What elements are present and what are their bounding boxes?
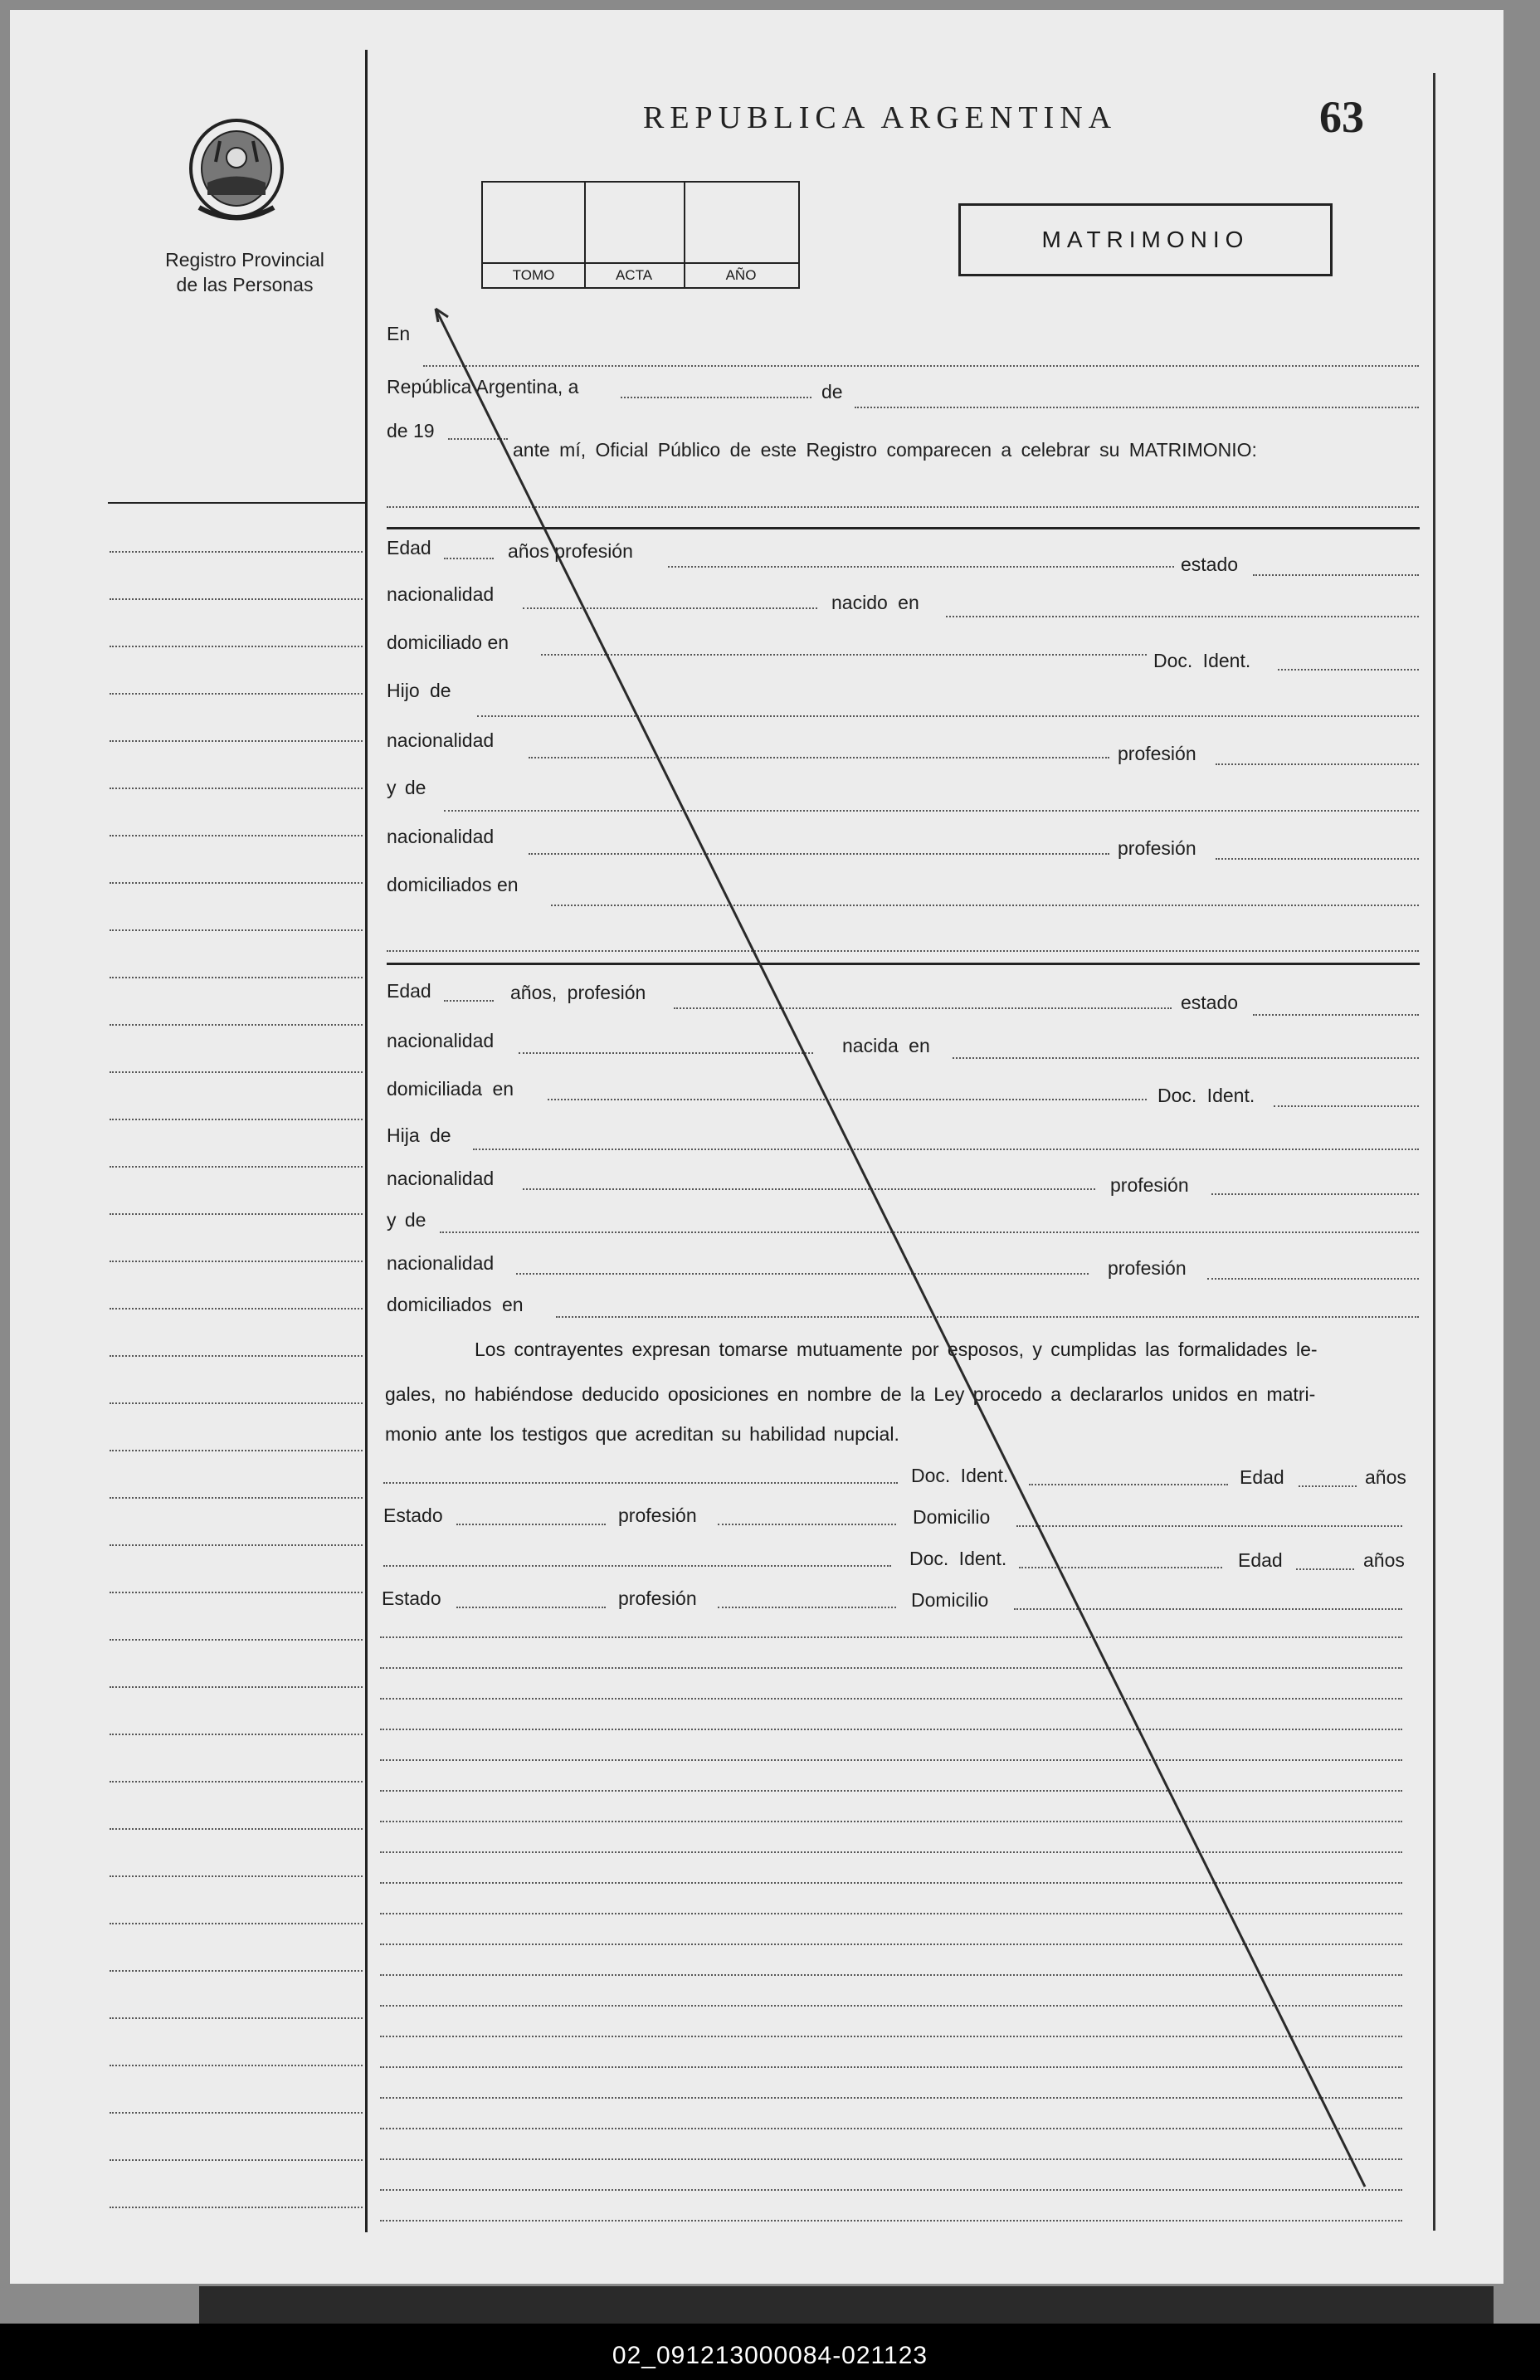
scan-id: 02_091213000084-021123 [612,2342,928,2369]
witness2-profesion-label: profesión [618,1587,697,1609]
witness2-estado-label: Estado [382,1587,441,1609]
de19-label: de 19 [387,420,435,441]
declaration-line-3: monio ante los testigos que acreditan su habilidad nupcial. [385,1423,899,1445]
groom-estado-label: estado [1181,554,1239,575]
witness1-estado-label: Estado [383,1505,443,1526]
bride-estado-label: estado [1181,992,1239,1013]
witness1-edad-label: Edad [1240,1466,1284,1488]
groom-edad-label: Edad [387,537,431,558]
en-label: En [387,323,411,344]
bride-nacida-en-label: nacida en [842,1035,930,1056]
declaration-line-1: Los contrayentes expresan tomarse mutuamente por esposos, y cumplidas las formalidades le- [475,1339,1318,1360]
witness1-profesion-label: profesión [618,1505,697,1526]
declaration-line-2: gales, no habiéndose deducido oposiciones en nombre de la Ley procedo a declararlos unidos en matri- [385,1383,1316,1405]
groom-padre-nacionalidad-label: nacionalidad [387,729,495,751]
bride-nacionalidad-label: nacionalidad [387,1030,495,1051]
witness2-domicilio-label: Domicilio [911,1589,989,1611]
groom-madre-profesion-label: profesión [1118,837,1196,859]
bride-anos-profesion-label: años, profesión [510,982,646,1003]
ante-mi-label: ante mí, Oficial Público de este Registro comparecen a celebrar su MATRIMONIO: [513,439,1257,461]
bride-doc-ident-label: Doc. Ident. [1157,1085,1255,1106]
acta-label: ACTA [584,262,684,284]
groom-domiciliados-label: domiciliados en [387,874,519,895]
groom-anos-profesion-label: años profesión [508,540,633,562]
groom-nacido-en-label: nacido en [831,592,919,613]
groom-y-de-label: y de [387,777,426,798]
witness1-anos-label: años [1365,1466,1406,1488]
page-number: 63 [1319,92,1364,142]
registry-line-1: Registro Provincial [165,249,324,271]
groom-hijo-de-label: Hijo de [387,680,451,701]
bride-hija-de-label: Hija de [387,1124,451,1146]
witness2-doc-ident-label: Doc. Ident. [909,1548,1007,1569]
book-binding-shadow [199,2286,1494,2324]
bride-edad-label: Edad [387,980,431,1002]
bride-domiciliada-label: domiciliada en [387,1078,514,1100]
republica-label: República Argentina, a [387,376,579,397]
bride-domiciliados-label: domiciliados en [387,1294,524,1315]
bride-madre-nacionalidad-label: nacionalidad [387,1252,495,1274]
de-label: de [821,381,843,402]
witness1-domicilio-label: Domicilio [913,1506,991,1528]
form-type-label: MATRIMONIO [1041,227,1250,252]
bride-padre-profesion-label: profesión [1110,1174,1189,1196]
registry-line-2: de las Personas [176,274,314,295]
groom-doc-ident-label: Doc. Ident. [1153,650,1251,671]
witness2-anos-label: años [1363,1549,1405,1571]
groom-padre-profesion-label: profesión [1118,743,1196,764]
bride-madre-profesion-label: profesión [1108,1257,1187,1279]
groom-domiciliado-label: domiciliado en [387,632,509,653]
witness2-edad-label: Edad [1238,1549,1283,1571]
ano-label: AÑO [684,262,798,284]
bride-y-de-label: y de [387,1209,426,1231]
groom-madre-nacionalidad-label: nacionalidad [387,826,495,847]
tomo-label: TOMO [483,262,584,284]
page-title: REPUBLICA ARGENTINA [643,100,1118,135]
witness1-doc-ident-label: Doc. Ident. [911,1465,1009,1486]
bride-padre-nacionalidad-label: nacionalidad [387,1168,495,1189]
groom-nacionalidad-label: nacionalidad [387,583,495,605]
